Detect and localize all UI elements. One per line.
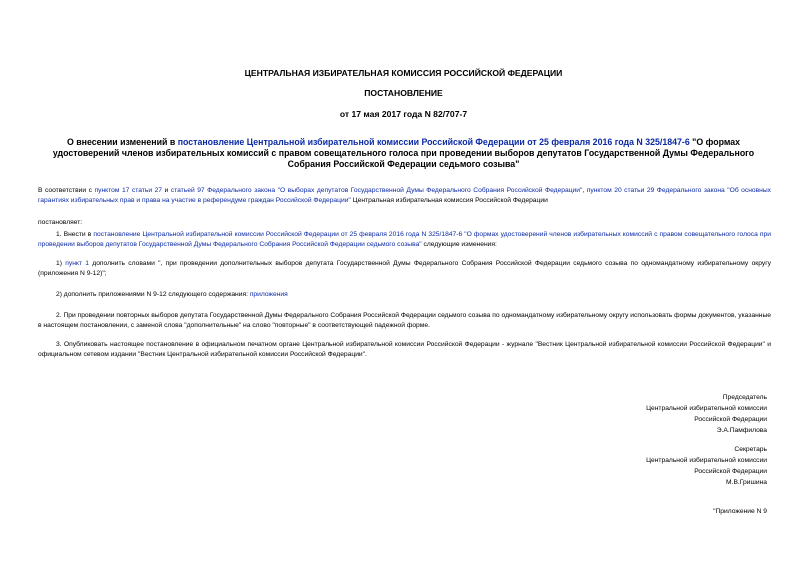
intro-text-2: и <box>162 187 171 194</box>
article-29-law-link[interactable]: пунктом 20 статьи 29 Федерального закона "Об основных гарантиях избирательных прав и права на участие в референдуме граждан Российской Федерации" <box>38 187 772 204</box>
chair-name: Э.А.Памфилова <box>716 427 767 434</box>
item-1-2-paragraph <box>38 290 771 300</box>
point-1-link[interactable]: пункт 1 <box>65 260 89 267</box>
secretary-role: Секретарь <box>734 446 767 453</box>
article-97-law-link[interactable]: статьей 97 Федерального закона "О выборах депутатов Государственной Думы Федерального Собрания Российской Федерации" <box>170 187 583 194</box>
secretary-name: М.В.Гришина <box>726 479 767 486</box>
item-1-1-text-1: 1) <box>56 260 66 267</box>
chair-org-line-1: Центральной избирательной комиссии <box>646 405 767 412</box>
item-1-paragraph <box>38 230 771 250</box>
resolves-line: постановляет: <box>38 219 83 226</box>
item-1-1-text-2: дополнить словами ", при проведении дополнительных выборов депутата Государственной Думы Федерального Собрания Российской Федерации седьмого созыва по одномандатному избирательному округу (приложения N 9-12)"; <box>38 260 771 277</box>
secretary-org-line-2: Российской Федерации <box>694 468 767 475</box>
intro-text-4: Центральная избирательная комиссия Российской Федерации <box>350 197 548 204</box>
intro-text-1: В соответствии с <box>38 187 95 194</box>
chair-signature-block <box>646 392 767 436</box>
title-prefix: О внесении изменений в <box>66 137 178 147</box>
appendices-link[interactable]: приложения <box>249 291 288 298</box>
item-1-text-1: 1. Внести в <box>56 231 94 238</box>
appendix-label: "Приложение N 9 <box>713 508 767 515</box>
intro-paragraph <box>38 186 771 206</box>
intro-text-3: , <box>582 187 587 194</box>
commission-heading: ЦЕНТРАЛЬНАЯ ИЗБИРАТЕЛЬНАЯ КОМИССИЯ РОССИЙСКОЙ ФЕДЕРАЦИИ <box>244 68 563 78</box>
secretary-signature-block <box>646 444 767 488</box>
secretary-org-line-1: Центральной избирательной комиссии <box>646 457 767 464</box>
item-1-2-text: 2) дополнить приложениями N 9-12 следующего содержания: <box>56 291 250 298</box>
article-27-link[interactable]: пунктом 17 статьи 27 <box>94 187 163 194</box>
document-type-heading: ПОСТАНОВЛЕНИЕ <box>364 88 443 98</box>
chair-org-line-2: Российской Федерации <box>694 416 767 423</box>
title-resolution-link[interactable]: постановление Центральной избирательной комиссии Российской Федерации от 25 февраля 2016 года N 325/1847-6 <box>177 137 690 147</box>
item-1-text-2: следующие изменения: <box>421 241 497 248</box>
chair-role: Председатель <box>722 394 767 401</box>
item-1-resolution-link[interactable]: постановление Центральной избирательной комиссии Российской Федерации от 25 февраля 2016 года N 325/1847-6 "О формах удостоверений членов избирательных комиссий с правом совещательного голоса при проведении выборов депутатов Государственной Думы Федерального Собрания Российской Федерации седьмого созыва" <box>38 231 771 248</box>
document-title <box>40 137 767 170</box>
item-1-1-paragraph <box>38 259 771 279</box>
title-suffix: "О формах удостоверений членов избирательных комиссий с правом совещательного голоса при проведении выборов депутатов Государственной Думы Федерального Собрания Российской Федерации седьмого созыва" <box>52 137 755 169</box>
item-2-paragraph: 2. При проведении повторных выборов депутата Государственной Думы Федерального Собрания Российской Федерации седьмого созыва по одномандатному избирательному округу использовать формы документов, указанные в настоящем постановлении, с заменой слова "дополнительные" на слово "повторные" в соответствующей падежной форме. <box>38 312 771 329</box>
date-number-heading: от 17 мая 2017 года N 82/707-7 <box>339 109 468 119</box>
item-3-paragraph: 3. Опубликовать настоящее постановление в официальном печатном органе Центральной избирательной комиссии Российской Федерации - журнале "Вестник Центральной избирательной комиссии Российской Федерации" и официальном сетевом издании "Вестник Центральной избирательной комиссии Российской Федерации". <box>38 341 771 358</box>
